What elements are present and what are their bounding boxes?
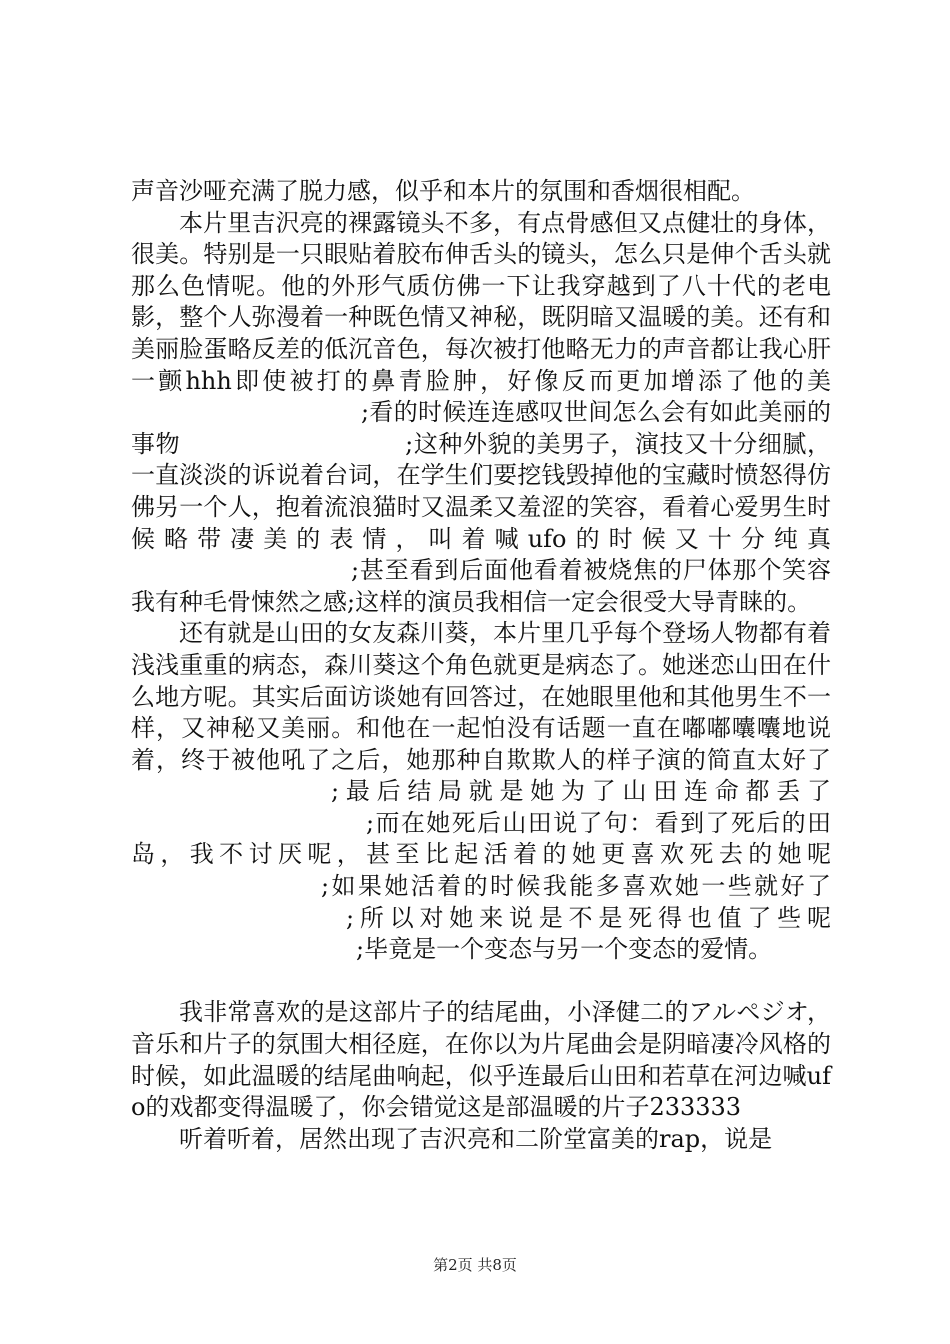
paragraph-2-segment-4: ;甚至看到后面他看着被烧焦的尸体那个笑容我有种毛骨悚然之感 bbox=[131, 556, 831, 616]
page-indicator: 第2页 共8页 bbox=[433, 1256, 517, 1274]
paragraph-2-segment-1: 本片里吉沢亮的裸露镜头不多，有点骨感但又点健壮的身体，很美。特别是一只眼贴着胶布伸舌头的镜头，怎么只是伸个舌头就那么色情呢。他的外形气质仿佛一下让我穿越到了八十代的老电影，整个人弥漫着一种既色情又神秘，既阴暗又温暖的美。还有和美丽脸蛋略反差的低沉音色，每次被打他略无力的声音都让我心肝一颤hhh即使被打的鼻青脸肿，好像反而更加增添了他的美 bbox=[131, 208, 831, 395]
paragraph-2-segment-5: ;这样的演员我相信一定会很受大导青睐的。 bbox=[347, 587, 812, 616]
paragraph-3-segment-1: 还有就是山田的女友森川葵，本片里几乎每个登场人物都有着浅浅重重的病态，森川葵这个角色就更是病态了。她迷恋山田在什么地方呢。其实后面访谈她有回答过，在她眼里他和其他男生不一样，又神秘又美丽。和他在一起怕没有话题一直在嘟嘟囔囔地说着，终于被他吼了之后，她那种自欺欺人的样子演的简直太好了 bbox=[131, 619, 831, 774]
paragraph-4: 我非常喜欢的是这部片子的结尾曲，小泽健二的アルペジオ，音乐和片子的氛围大相径庭，在你以为片尾曲会是阴暗凄冷风格的时候，如此温暖的结尾曲响起，似乎连最后山田和若草在河边喊ufo的戏都变得温暖了，你会错觉这是部温暖的片子233333 bbox=[131, 998, 831, 1122]
paragraph-3-segment-3: ;而在她死后山田说了句：看到了死后的田岛，我不讨厌呢，甚至比起活着的她更喜欢死去的她呢 bbox=[131, 808, 831, 869]
paragraph-3-segment-4: ;如果她活着的时候我能多喜欢她一些就好了 bbox=[321, 872, 831, 901]
paragraph-3-segment-2: ;最后结局就是她为了山田连命都丢了 bbox=[331, 777, 831, 806]
paragraph-5: 听着听着，居然出现了吉沢亮和二阶堂富美的rap，说是 bbox=[179, 1124, 773, 1153]
paragraph-2-segment-2: ;看的时候连连感叹世间怎么会有如此美丽的事物 bbox=[131, 398, 831, 458]
document-body bbox=[131, 176, 831, 1155]
paragraph-2 bbox=[131, 208, 831, 619]
paragraph-3 bbox=[131, 618, 831, 966]
paragraph-3-segment-5: ;所以对她来说是不是死得也值了些呢 bbox=[346, 903, 831, 932]
paragraph-3-segment-6: ;毕竟是一个变态与另一个变态的爱情。 bbox=[356, 935, 773, 964]
paragraph-spacer bbox=[131, 966, 831, 998]
paragraph-1: 声音沙哑充满了脱力感，似乎和本片的氛围和香烟很相配。 bbox=[131, 177, 755, 205]
page-footer bbox=[0, 1254, 950, 1275]
paragraph-2-segment-3: ;这种外貌的美男子，演技又十分细腻，一直淡淡的诉说着台词，在学生们要挖钱毁掉他的宝藏时愤怒得仿佛另一个人，抱着流浪猫时又温柔又羞涩的笑容，看着心爱男生时候略带凄美的表情，叫着喊ufo的时候又十分纯真 bbox=[131, 429, 831, 553]
